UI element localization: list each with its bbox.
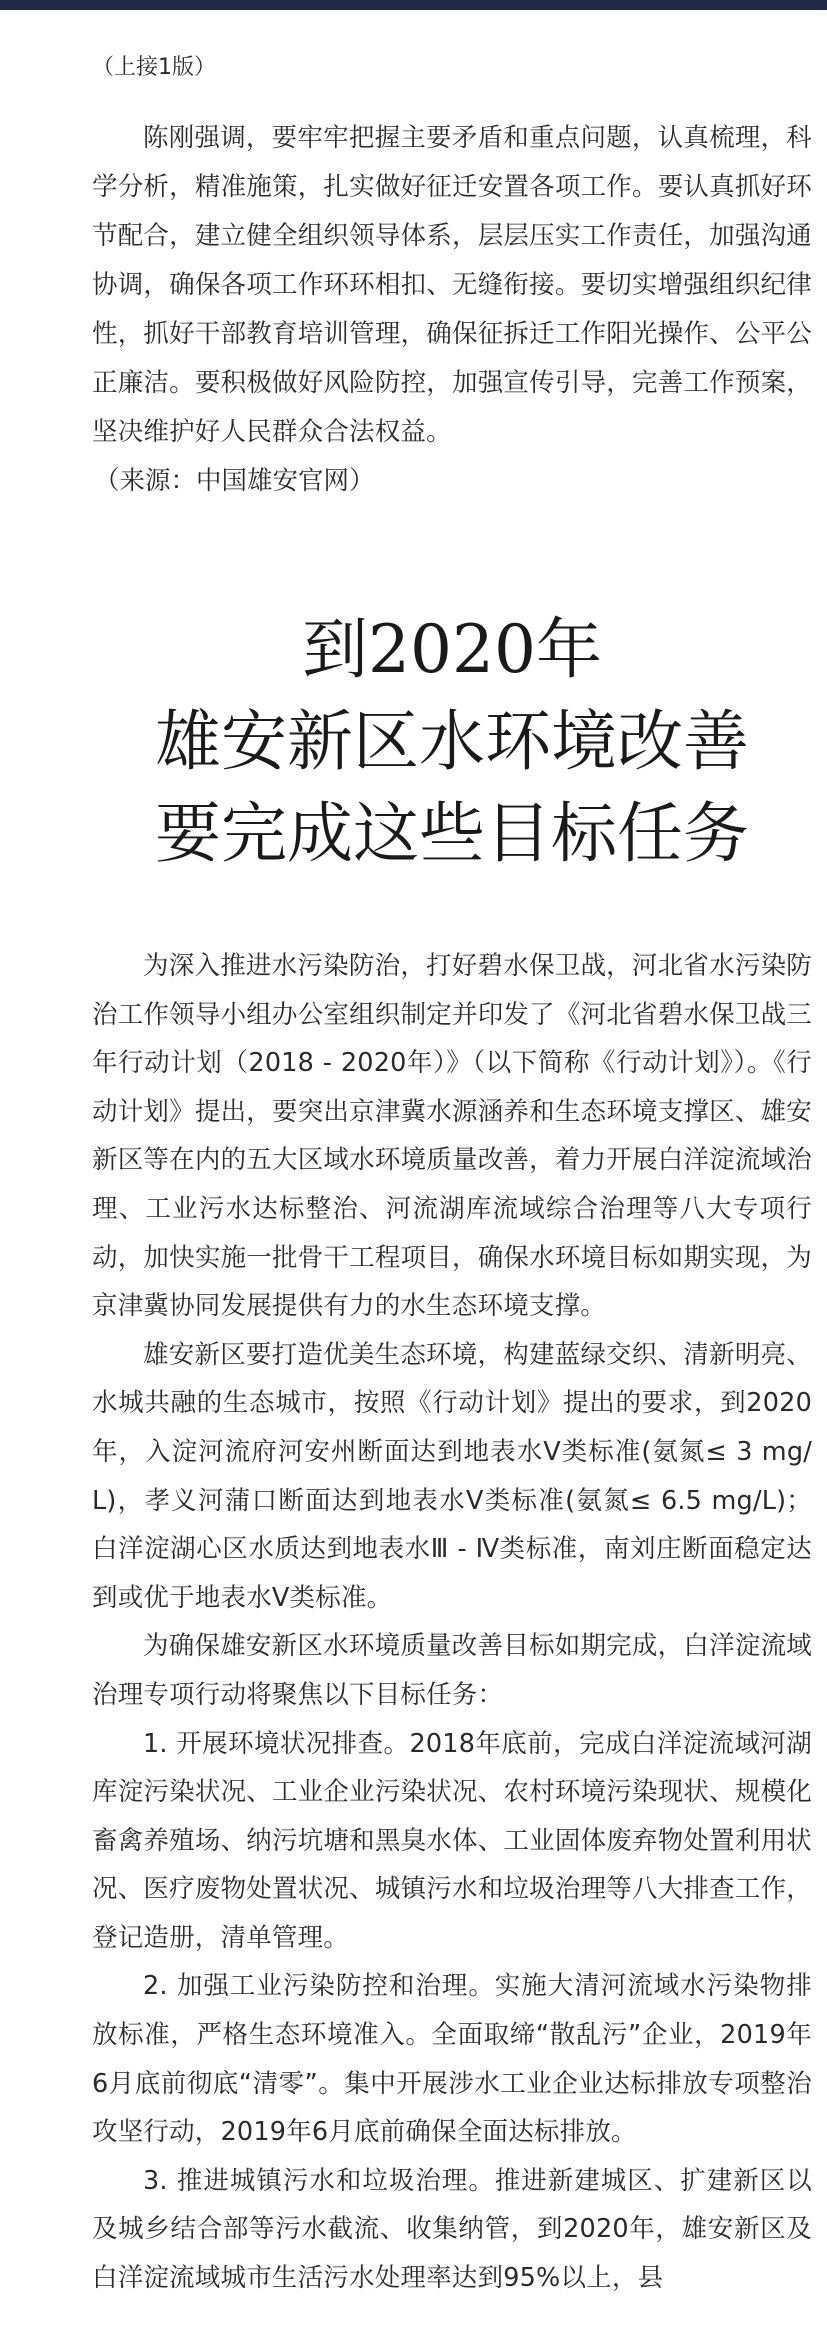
continued-label: （上接1版） — [92, 55, 216, 80]
source-line: （来源：中国雄安官网） — [94, 466, 375, 496]
top-border-bar — [0, 0, 827, 10]
article-paragraph-6: 3. 推进城镇污水和垃圾治理。推进新建城区、扩建新区以及城乡结合部等污水截流、收集纳管，到2020年，雄安新区及白洋淀流域城市生活污水处理率达到95%以上，县 — [92, 2165, 812, 2294]
article-paragraph-4: 1. 开展环境状况排查。2018年底前，完成白洋淀流域河湖库淀污染状况、工业企业污染状况、农村环境污染现状、规模化畜禽养殖场、纳污坑塘和黑臭水体、工业固体废弃物处置利用状况、医疗废物处置状况、城镇污水和垃圾治理等八大排查工作，登记造册，清单管理。 — [92, 1728, 812, 1953]
headline-line-3: 要完成这些目标任务 — [155, 795, 749, 872]
first-article — [92, 114, 812, 506]
article-paragraph-3: 为确保雄安新区水环境质量改善目标如期完成，白洋淀流域治理专项行动将聚焦以下目标任务： — [92, 1631, 812, 1710]
headline-line-2: 雄安新区水环境改善 — [155, 703, 749, 780]
newspaper-page — [92, 48, 812, 2303]
headline — [92, 604, 812, 880]
first-article-paragraph: 陈刚强调，要牢牢把握主要矛盾和重点问题，认真梳理，科学分析，精准施策，扎实做好征迁安置各项工作。要认真抓好环节配合，建立健全组织领导体系，层层压实工作责任，加强沟通协调，确保各项工作环环相扣、无缝衔接。要切实增强组织纪律性，抓好干部教育培训管理，确保征拆迁工作阳光操作、公平公正廉洁。要积极做好风险防控，加强宣传引导，完善工作预案，坚决维护好人民群众合法权益。 — [92, 123, 812, 447]
article-paragraph-5: 2. 加强工业污染防控和治理。实施大清河流域水污染物排放标准，严格生态环境准入。全面取缔“散乱污”企业，2019年6月底前彻底“清零”。集中开展涉水工业企业达标排放专项整治攻坚行动，2019年6月底前确保全面达标排放。 — [92, 1971, 812, 2148]
headline-line-1: 到2020年 — [302, 611, 602, 688]
article-paragraph-2: 雄安新区要打造优美生态环境，构建蓝绿交织、清新明亮、水城共融的生态城市，按照《行动计划》提出的要求，到2020年，入淀河流府河安州断面达到地表水Ⅴ类标准(氨氮≤ 3 mg/L)，孝义河蒲口断面达到地表水Ⅴ类标准(氨氮≤ 6.5 mg/L)；白洋淀湖心区水质达到地表水Ⅲ - Ⅳ类标准，南刘庄断面稳定达到或优于地表水Ⅴ类标准。 — [92, 1339, 812, 1613]
article-paragraph-1: 为深入推进水污染防治，打好碧水保卫战，河北省水污染防治工作领导小组办公室组织制定并印发了《河北省碧水保卫战三年行动计划（2018 - 2020年）》（以下简称《行动计划》）。《行动计划》提出，要突出京津冀水源涵养和生态环境支撑区、雄安新区等在内的五大区域水环境质量改善，着力开展白洋淀流域治理、工业污水达标整治、河流湖库流域综合治理等八大专项行动，加快实施一批骨干工程项目，确保水环境目标如期实现，为京津冀协同发展提供有力的水生态环境支撑。 — [92, 951, 812, 1322]
main-article — [92, 942, 812, 2303]
